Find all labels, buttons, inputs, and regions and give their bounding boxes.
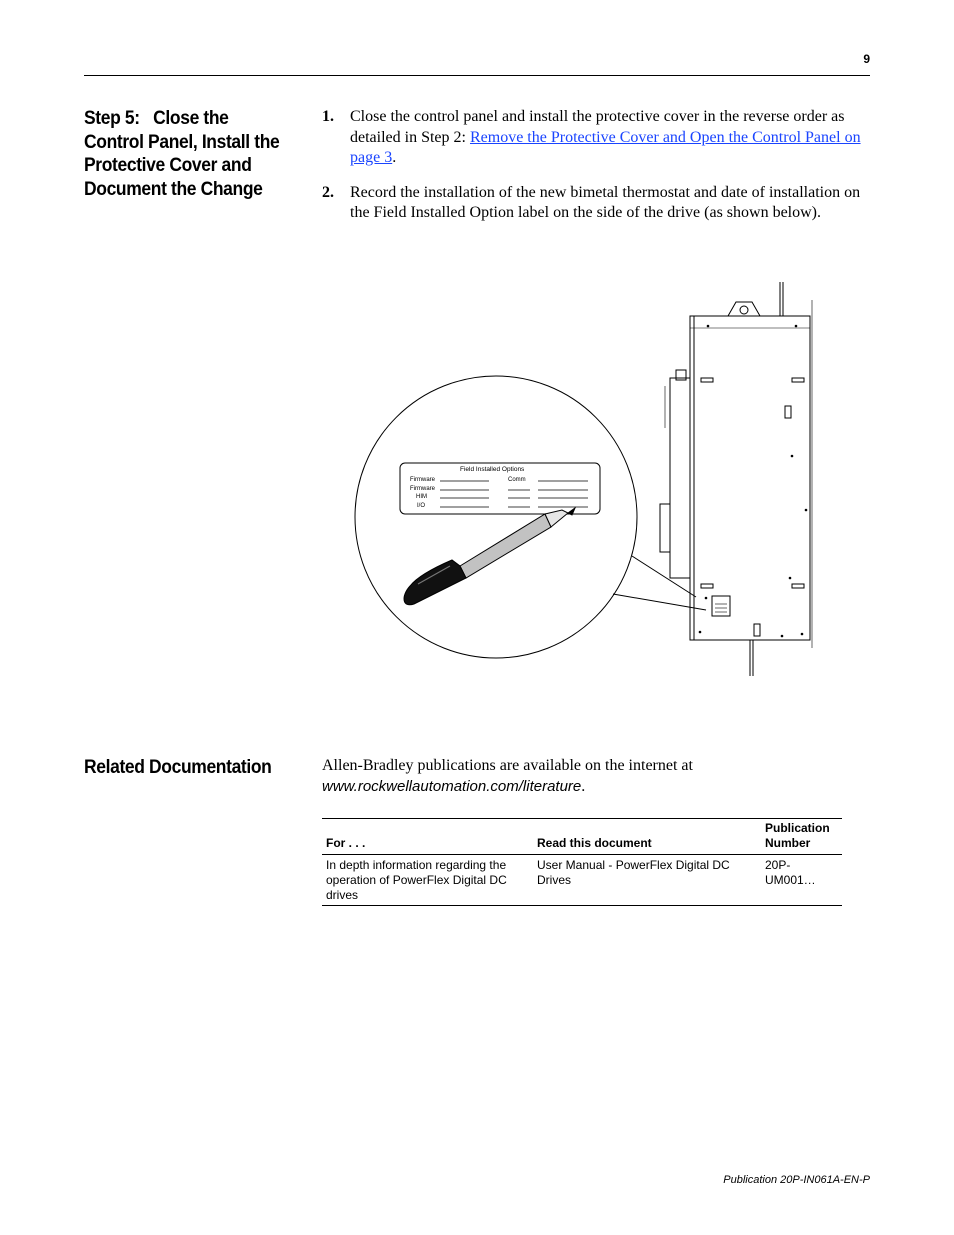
step5-heading: Step 5: Close the Control Panel, Install the Protective Cover and Document the Change — [84, 108, 280, 200]
url-suffix: . — [581, 777, 586, 795]
step-number: 1. — [322, 108, 334, 125]
related-documentation-heading: Related Documentation — [84, 757, 272, 778]
step5-item-1 — [322, 107, 862, 169]
callout-line-lower — [613, 594, 706, 610]
table-header-row — [322, 819, 842, 855]
callout-line-upper — [632, 556, 696, 597]
label-row: I/O — [416, 503, 425, 509]
literature-url[interactable]: www.rockwellautomation.com/literature — [322, 777, 582, 795]
step-text: Close the control panel and install the protective cover in the reverse order as detailed in Step 2: — [350, 108, 845, 146]
pen-icon — [404, 508, 575, 605]
related-intro — [322, 756, 862, 797]
field-option-label-on-drive — [712, 596, 730, 616]
step-text: Record the installation of the new bimetal thermostat and date of installation on the Field Installed Option label on the side of the drive (as shown below). — [350, 183, 861, 221]
table-cell-document: User Manual - PowerFlex Digital DC Drives — [533, 855, 761, 906]
label-title: Field Installed Options — [460, 466, 525, 473]
label-row: HIM — [416, 494, 427, 500]
label-comm: Comm — [508, 477, 526, 483]
step-number: 2. — [322, 183, 334, 201]
column-header-document: Read this document — [533, 819, 761, 855]
header-rule — [84, 75, 870, 76]
drive-label-illustration — [350, 276, 820, 680]
label-row: Firmware — [410, 477, 435, 483]
cross-reference-link[interactable]: Remove the Protective Cover and Open the Control Panel on page 3 — [350, 128, 861, 166]
table-cell-publication-number: 20P-UM001… — [761, 855, 842, 906]
table-cell-for: In depth information regarding the operation of PowerFlex Digital DC drives — [322, 855, 533, 906]
drive-cabinet — [660, 282, 812, 676]
magnifier-circle — [355, 376, 637, 658]
step5-list — [322, 107, 862, 224]
intro-text: Allen-Bradley publications are available on the internet at — [322, 757, 693, 774]
publications-table — [322, 818, 842, 906]
step5-item-2 — [322, 183, 862, 224]
step-text-end: . — [392, 149, 397, 166]
table-row — [322, 855, 842, 906]
field-installed-options-label — [400, 463, 600, 514]
label-row: Firmware — [410, 486, 435, 492]
column-header-publication-number: Publication Number — [761, 819, 842, 855]
publication-footer: Publication 20P-IN061A-EN-P — [723, 1174, 870, 1186]
page-number: 9 — [863, 52, 870, 66]
column-header-for: For . . . — [322, 819, 533, 855]
